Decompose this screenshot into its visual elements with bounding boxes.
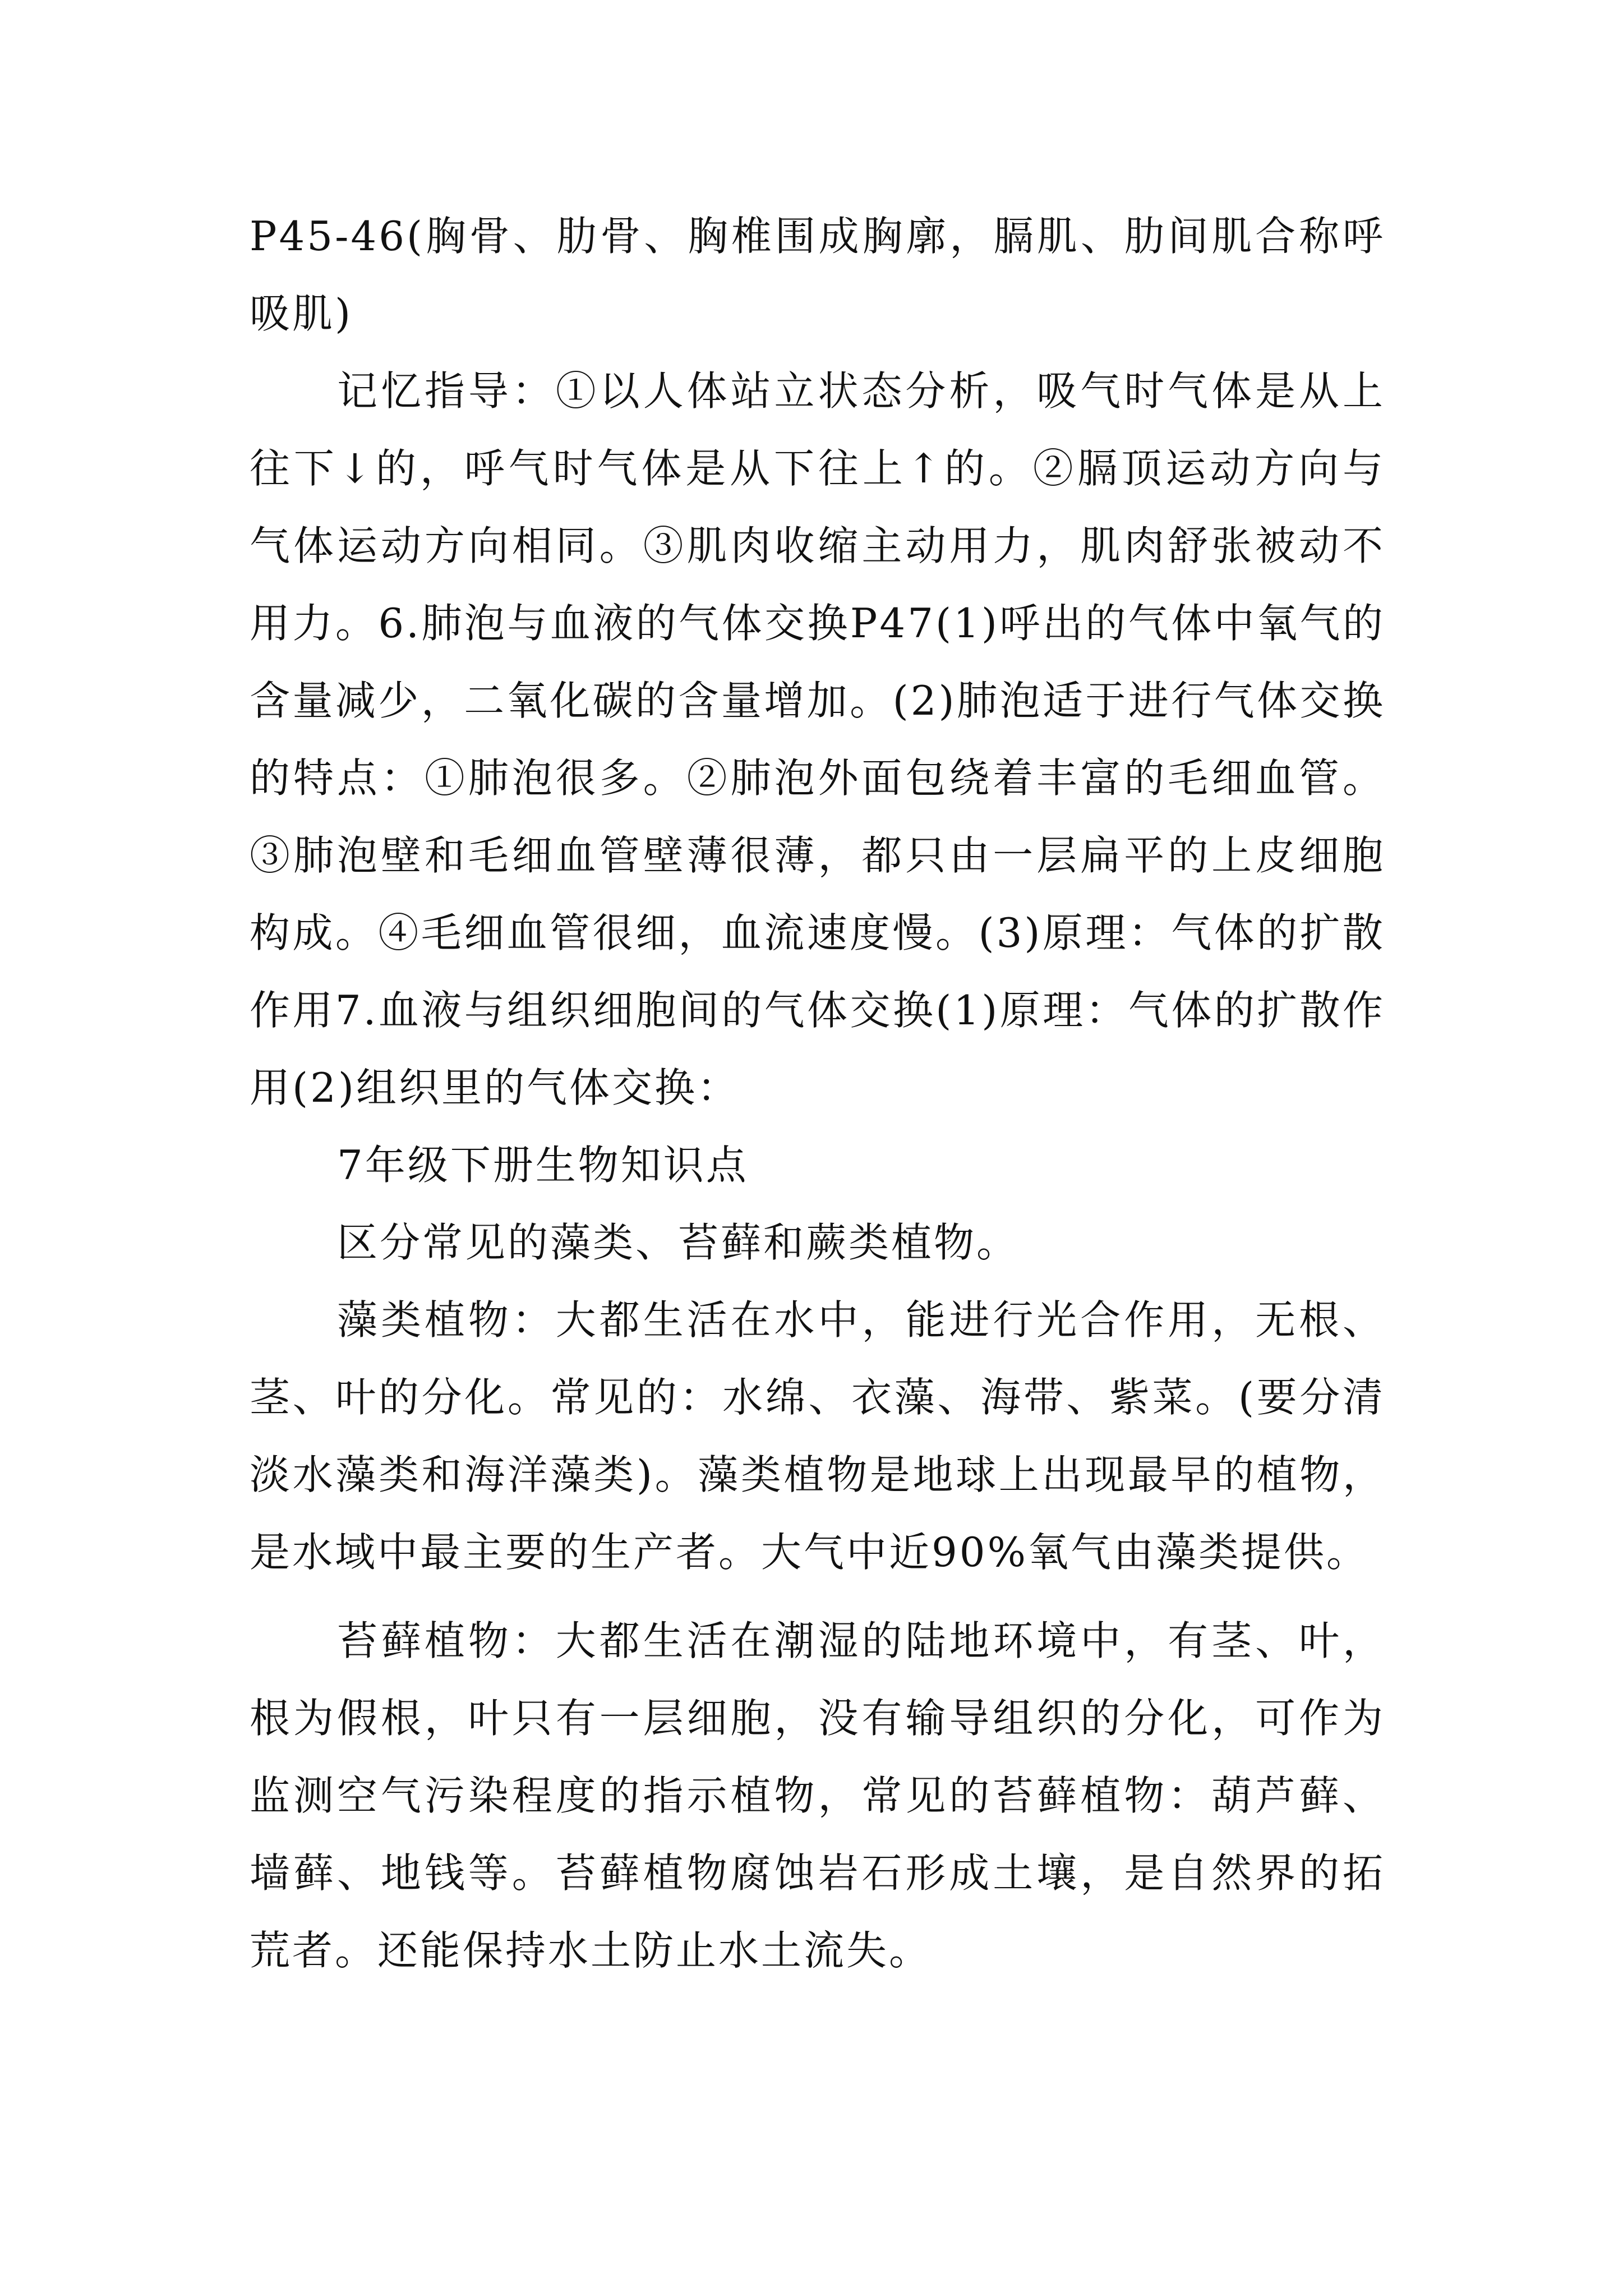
paragraph-algae: 藻类植物：大都生活在水中，能进行光合作用，无根、茎、叶的分化。常见的：水绵、衣藻、海带、紫菜。(要分清淡水藻类和海洋藻类)。藻类植物是地球上出现最早的植物，是水域中最主要的生产者。大气中近90%氧气由藻类提供。 <box>250 1296 1385 1576</box>
paragraph-heading-grade7: 7年级下册生物知识点 <box>337 1142 749 1189</box>
paragraph-memory-guide: 记忆指导：①以人体站立状态分析，吸气时气体是从上往下↓的，呼气时气体是从下往上↑的。②膈顶运动方向与气体运动方向相同。③肌肉收缩主动用力，肌肉舒张被动不用力。6.肺泡与血液的气体交换P47(1)呼出的气体中氧气的含量减少，二氧化碳的含量增加。(2)肺泡适于进行气体交换的特点：①肺泡很多。②肺泡外面包绕着丰富的毛细血管。③肺泡壁和毛细血管壁薄很薄，都只由一层扁平的上皮细胞构成。④毛细血管很细，血流速度慢。(3)原理：气体的扩散作用7.血液与组织细胞间的气体交换(1)原理：气体的扩散作用(2)组织里的气体交换： <box>250 367 1385 1111</box>
paragraph-moss: 苔藓植物：大都生活在潮湿的陆地环境中，有茎、叶，根为假根，叶只有一层细胞，没有输导组织的分化，可作为监测空气污染程度的指示植物，常见的苔藓植物：葫芦藓、墙藓、地钱等。苔藓植物腐蚀岩石形成土壤，是自然界的拓荒者。还能保持水土防止水土流失。 <box>250 1617 1385 1974</box>
paragraph-plant-types: 区分常见的藻类、苔藓和蕨类植物。 <box>337 1219 1020 1266</box>
document-page <box>250 197 1385 1989</box>
paragraph-respiratory-muscles: P45-46(胸骨、肋骨、胸椎围成胸廓，膈肌、肋间肌合称呼吸肌) <box>250 213 1385 337</box>
